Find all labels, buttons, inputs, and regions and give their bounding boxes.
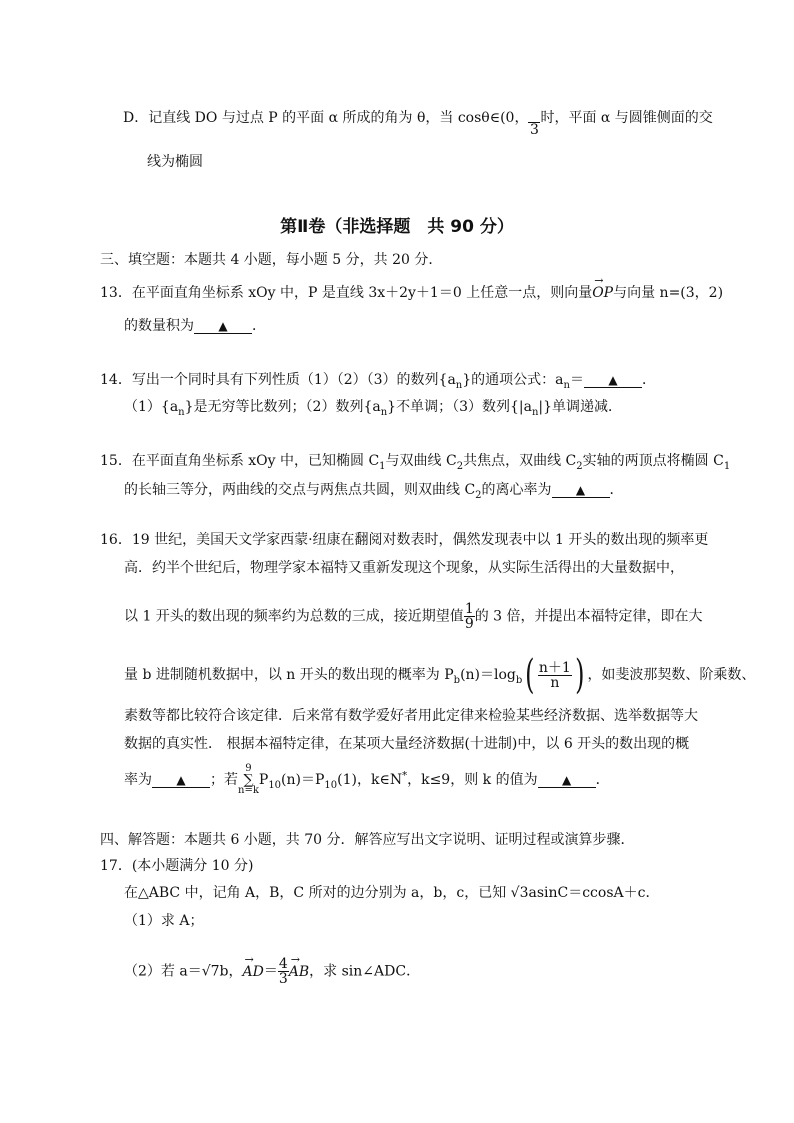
- q14-text2b: }是无穷等比数列；（2）数列{a: [184, 399, 381, 415]
- q14-sub: n: [531, 406, 539, 418]
- q14-text1c: ＝: [569, 372, 584, 388]
- q17-frac-den: 3: [278, 971, 288, 987]
- q17-stem: 在△ABC 中，记角 A，B，C 所对的边分别为 a，b，c，已知 √3asinC＝ccosA＋c．: [124, 885, 660, 901]
- triangle-icon: ▲: [608, 373, 618, 387]
- q17-title: 17．(本小题满分 10 分): [100, 858, 254, 874]
- sum-upper-limit: 9: [245, 763, 252, 774]
- q16-text4b: (n)＝log: [460, 667, 516, 683]
- section4-heading: 四、解答题：本题共 6 小题，共 70 分．解答应写出文字说明、证明过程或演算步骤．: [100, 832, 635, 848]
- option-d-text1: D．记直线 DO 与过点 P 的平面 α 所成的角为 θ，当 cosθ∈(0，: [123, 110, 529, 126]
- option-d-line2: 线为椭圆: [147, 154, 203, 170]
- q14-answer-blank: [584, 373, 642, 388]
- q15-text1a: 15．在平面直角坐标系 xOy 中，已知椭圆 C: [100, 453, 380, 469]
- q13-text2a: 的数量积为: [124, 318, 194, 334]
- q14-text2c: }不单调；（3）数列{|a: [387, 399, 532, 415]
- q14-text1b: }的通项公式：a: [462, 372, 564, 388]
- q16-frac-num: n＋1: [538, 659, 571, 676]
- q16-line5: 素数等都比较符合该定律．后来常有数学爱好者用此定律来检验某些经济数据、选举数据等大: [124, 708, 698, 724]
- q15-text2a: 的长轴三等分，两曲线的交点与两焦点共圆，则双曲线 C: [124, 482, 476, 498]
- q16-sub: 10: [268, 779, 282, 791]
- q17-frac-num: 4: [278, 956, 288, 972]
- q14-sub: n: [455, 379, 463, 391]
- q15-sub: 2: [475, 489, 482, 501]
- option-d-fraction: [528, 108, 540, 137]
- q17-text2a: （2）若 a＝√7b，: [124, 963, 243, 980]
- section3-heading: 三、填空题：本题共 4 小题，每小题 5 分，共 20 分．: [100, 252, 443, 268]
- q16-line1: 16．19 世纪，美国天文学家西蒙·纽康在翻阅对数表时，偶然发现表中以 1 开头的数出现的频率更: [100, 532, 709, 548]
- q13-text2b: ．: [252, 318, 266, 334]
- q16-frac-den: n: [550, 674, 560, 691]
- q17-part2: [124, 957, 420, 986]
- q16-answer-blank-2: [538, 773, 596, 788]
- section2-title: 第Ⅱ卷（非选择题 共 90 分）: [280, 217, 514, 237]
- q17-vector-ad: → AD: [243, 962, 264, 982]
- q13-line2: [124, 316, 266, 336]
- option-d-line1: [123, 108, 713, 137]
- q14-line1: [100, 370, 656, 396]
- q16-frac-num: 1: [464, 601, 474, 617]
- q17-text2c: ，求 sin∠ADC．: [309, 963, 421, 980]
- q13-text1a: 13．在平面直角坐标系 xOy 中，P 是直线 3x＋2y＋1＝0 上任意一点，则向量: [100, 285, 593, 301]
- q16-answer-blank-1: [152, 773, 210, 788]
- q15-line2: [124, 480, 624, 506]
- q16-text7a: 率为: [124, 772, 152, 788]
- q16-text7b: ；若: [210, 772, 238, 788]
- q16-text7e: (1)，k∈N: [337, 772, 403, 788]
- q16-frac-den: 9: [464, 616, 474, 632]
- q16-sup: *: [402, 770, 408, 782]
- q15-sub: 2: [576, 460, 583, 472]
- q15-sub: 1: [379, 460, 386, 472]
- q14-text1a: 14．写出一个同时具有下列性质（1）（2）（3）的数列{a: [100, 372, 456, 388]
- q16-text4c: ，如斐波那契数、阶乘数、: [587, 667, 756, 683]
- q15-text2c: ．: [609, 482, 624, 498]
- summation-symbol: 9 ∑ n=k: [238, 763, 259, 796]
- q16-text7f: ，k≤9，则 k 的值为: [407, 772, 538, 788]
- q16-text3a: 以 1 开头的数出现的频率约为总数的三成，接近期望值: [124, 608, 464, 625]
- q16-text4a: 量 b 进制随机数据中，以 n 开头的数出现的概率为 P: [124, 667, 454, 683]
- triangle-icon: ▲: [561, 773, 572, 787]
- q16-line6: 数据的真实性． 根据本福特定律，在某项大量经济数据(十进制)中，以 6 开头的数出现的概: [124, 736, 690, 752]
- q16-text7d: (n)＝P: [281, 772, 325, 788]
- q17-part1: （1）求 A；: [124, 913, 204, 929]
- q16-line4: [124, 652, 756, 698]
- q14-text1d: ．: [641, 372, 656, 388]
- q14-line2: [124, 397, 622, 423]
- q16-fraction-log: [538, 661, 572, 690]
- q16-text7c: P: [258, 772, 269, 788]
- q14-text2a: （1）{a: [124, 399, 179, 415]
- q15-text1b: 与双曲线 C: [385, 453, 457, 469]
- q14-text2d: |}单调递减．: [538, 399, 623, 415]
- q14-sub: n: [563, 379, 570, 391]
- q17-vector-ab: → AB: [289, 962, 309, 982]
- q13-line1: [100, 283, 723, 303]
- q17-fraction: [278, 957, 289, 986]
- q16-text7g: ．: [595, 772, 610, 788]
- q15-sub: 2: [456, 460, 464, 472]
- right-paren-icon: ): [574, 652, 585, 698]
- q14-sub: n: [178, 406, 185, 418]
- triangle-icon: ▲: [575, 483, 586, 497]
- triangle-icon: ▲: [176, 773, 186, 787]
- q15-sub: 1: [723, 460, 731, 472]
- q13-answer-blank: [194, 319, 252, 334]
- q15-text2b: 的离心率为: [481, 482, 552, 498]
- q15-line1: [100, 451, 730, 477]
- q17-text2b: ＝: [263, 963, 278, 980]
- q15-answer-blank: [552, 483, 610, 498]
- q16-sub: b: [515, 674, 523, 686]
- q16-line7: [124, 764, 610, 796]
- q16-text3b: 的 3 倍，并提出本福特定律，即在大: [474, 608, 703, 625]
- q16-sub: 10: [324, 779, 338, 791]
- left-paren-icon: (: [525, 652, 535, 698]
- option-d-frac-den: 3: [529, 122, 539, 138]
- q14-sub: n: [380, 406, 388, 418]
- q15-text1c: 共焦点，双曲线 C: [463, 453, 577, 469]
- q16-fraction-one-ninth: [464, 602, 475, 631]
- q16-line2: 高．约半个世纪后，物理学家本福特又重新发现这个现象，从实际生活得出的大量数据中，: [124, 560, 684, 576]
- sum-lower-limit: n=k: [238, 785, 259, 796]
- q13-text1b: 与向量 n=(3，2): [613, 285, 724, 301]
- q16-line3: [124, 602, 703, 631]
- option-d-text2: 时，平面 α 与圆锥侧面的交: [540, 110, 713, 126]
- triangle-icon: ▲: [218, 319, 228, 333]
- q16-sub: b: [453, 674, 461, 686]
- q13-vector-op: → OP: [592, 283, 613, 303]
- q15-text1d: 实轴的两顶点将椭圆 C: [582, 453, 724, 469]
